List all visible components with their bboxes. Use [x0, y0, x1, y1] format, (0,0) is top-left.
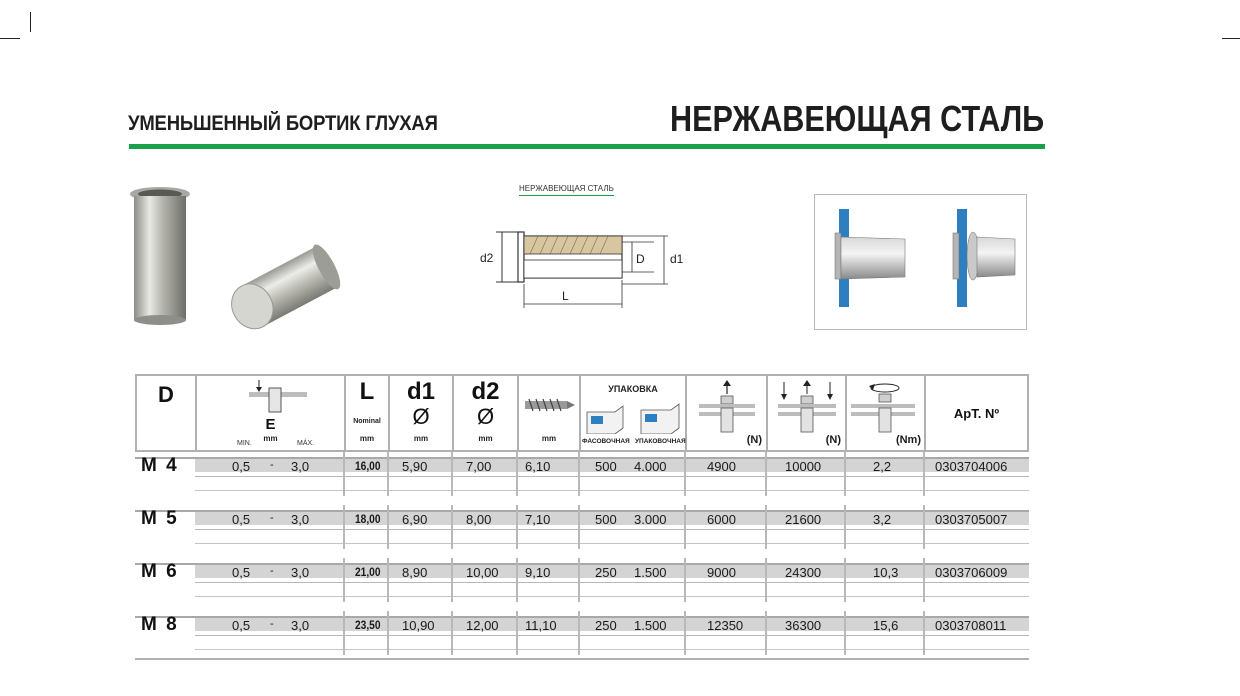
cell-l: 18,00: [355, 512, 381, 526]
row-divider: [578, 558, 580, 602]
dim-l: L: [562, 289, 569, 303]
cell-pack-b: 4.000: [634, 459, 667, 474]
row-divider: [451, 611, 453, 655]
cell-pack-b: 3.000: [634, 512, 667, 527]
row-divider: [387, 505, 389, 549]
box-icons: [585, 402, 683, 434]
col-header-thread: mm: [519, 376, 581, 450]
row-rule: [195, 490, 1029, 491]
row-divider: [387, 611, 389, 655]
cell-d1: 8,90: [402, 565, 428, 580]
cell-art: 0303708011: [935, 618, 1007, 633]
cell-e-max: 3,0: [291, 459, 310, 474]
crop-mark: [1222, 38, 1240, 39]
cell-f2: 21600: [785, 512, 822, 527]
cell-d1: 10,90: [402, 618, 435, 633]
installation-sketch: [815, 195, 1028, 331]
row-divider: [451, 452, 453, 496]
col-header-pullout: (N): [687, 376, 768, 450]
size-cell: M 8: [141, 614, 179, 635]
cell-e-max: 3,0: [291, 512, 310, 527]
row-divider: [343, 611, 345, 655]
row-divider: [343, 558, 345, 602]
cell-thread: 9,10: [525, 565, 551, 580]
col-header-shear: (N): [768, 376, 847, 450]
table-row: [135, 611, 1029, 664]
cell-pack-a: 250: [595, 565, 617, 580]
thread-icon: [525, 396, 575, 414]
row-divider: [684, 505, 686, 549]
cell-e-sep: -: [270, 618, 274, 630]
green-divider: [129, 144, 1045, 149]
row-rule: [195, 582, 1029, 583]
cell-f1: 12350: [707, 618, 744, 633]
col-header-l: L Nominal mm: [346, 376, 390, 450]
cell-d2: 7,00: [466, 459, 492, 474]
row-rule: [195, 476, 1029, 477]
row-rule: [195, 596, 1029, 597]
row-divider: [578, 452, 580, 496]
dim-d2: d2: [480, 251, 494, 265]
pack-b-label: УПАКОВОЧНАЯ: [635, 438, 686, 445]
cell-e-max: 3,0: [291, 565, 310, 580]
e-min-label: MIN.: [237, 440, 252, 447]
table-body: [135, 452, 1029, 664]
cell-f1: 4900: [707, 459, 736, 474]
col-header-e: [197, 376, 346, 450]
row-divider: [516, 452, 518, 496]
row-divider: [684, 452, 686, 496]
row-rule: [195, 635, 1029, 636]
installation-diagram: [814, 194, 1027, 330]
row-divider: [387, 452, 389, 496]
row-divider: [844, 505, 846, 549]
row-divider: [578, 611, 580, 655]
cell-pack-a: 250: [595, 618, 617, 633]
cell-e-min: 0,5: [232, 459, 251, 474]
row-divider: [684, 611, 686, 655]
col-header-art: ApT. Nº: [953, 406, 1000, 421]
col-header-d: D: [137, 376, 197, 450]
cell-f2: 36300: [785, 618, 822, 633]
cell-art: 0303705007: [935, 512, 1008, 527]
cell-e-sep: -: [270, 565, 274, 577]
row-divider: [923, 611, 925, 655]
crop-mark: [30, 12, 31, 32]
col-header-d2: d2 Ø mm: [454, 376, 519, 450]
row-divider: [765, 558, 767, 602]
row-divider: [516, 505, 518, 549]
cell-thread: 6,10: [525, 459, 551, 474]
cell-l: 23,50: [355, 618, 381, 632]
cell-l: 21,00: [355, 565, 381, 579]
size-cell: M 6: [141, 561, 179, 582]
row-divider: [451, 558, 453, 602]
cell-pack-b: 1.500: [634, 618, 667, 633]
cell-e-sep: -: [270, 459, 274, 471]
table-bottom-rule: [135, 658, 1029, 660]
row-divider: [923, 452, 925, 496]
technical-drawing: [470, 180, 700, 310]
cell-art: 0303706009: [935, 565, 1008, 580]
row-divider: [765, 452, 767, 496]
row-rule: [195, 543, 1029, 544]
cell-e-min: 0,5: [232, 512, 251, 527]
table-header: [135, 374, 1029, 452]
dim-d1: d1: [670, 252, 684, 266]
cell-e-sep: -: [270, 512, 274, 524]
cell-d2: 8,00: [466, 512, 492, 527]
spec-table: [135, 374, 1029, 664]
cell-f2: 10000: [785, 459, 822, 474]
cell-d1: 5,90: [402, 459, 428, 474]
row-divider: [343, 452, 345, 496]
row-divider: [578, 505, 580, 549]
page-subtitle: УМЕНЬШЕННЫЙ БОРТИК ГЛУХАЯ: [128, 112, 438, 135]
cell-torque: 2,2: [873, 459, 892, 474]
cell-e-min: 0,5: [232, 618, 251, 633]
shear-force-icon: [778, 380, 836, 438]
cell-pack-a: 500: [595, 512, 617, 527]
cell-torque: 3,2: [873, 512, 892, 527]
row-divider: [684, 558, 686, 602]
row-divider: [844, 452, 846, 496]
size-cell: M 5: [141, 508, 179, 529]
cell-art: 0303704006: [935, 459, 1008, 474]
e-max-label: MÁX.: [297, 440, 315, 447]
cell-d1: 6,90: [402, 512, 428, 527]
row-divider: [923, 505, 925, 549]
crop-mark: [0, 38, 20, 39]
row-divider: [765, 505, 767, 549]
pack-a-label: ФАСОВОЧНАЯ: [582, 438, 630, 445]
cell-e-max: 3,0: [291, 618, 310, 633]
cell-f1: 9000: [707, 565, 736, 580]
row-rule: [195, 529, 1029, 530]
page-title: НЕРЖАВЕЮЩАЯ СТАЛЬ: [669, 98, 1044, 139]
cell-f2: 24300: [785, 565, 822, 580]
col-header-pack: УПАКОВКА ФАСОВОЧНАЯ УПАКОВОЧНАЯ: [581, 376, 687, 450]
grip-range-icon: [249, 378, 307, 414]
cell-thread: 11,10: [525, 618, 557, 633]
col-header-d1: d1 Ø mm: [390, 376, 454, 450]
cell-pack-a: 500: [595, 459, 617, 474]
size-cell: M 4: [141, 455, 179, 476]
table-row: [135, 505, 1029, 558]
cell-thread: 7,10: [525, 512, 551, 527]
row-rule: [195, 649, 1029, 650]
row-divider: [451, 505, 453, 549]
dim-d: D: [636, 252, 645, 266]
row-divider: [516, 611, 518, 655]
row-divider: [343, 505, 345, 549]
row-divider: [923, 558, 925, 602]
cell-e-min: 0,5: [232, 565, 251, 580]
cell-torque: 15,6: [873, 618, 899, 633]
e-label: E: [265, 416, 276, 433]
row-divider: [844, 611, 846, 655]
cell-l: 16,00: [355, 459, 381, 473]
row-divider: [387, 558, 389, 602]
cell-pack-b: 1.500: [634, 565, 667, 580]
rivet-nut-photo: [128, 184, 348, 334]
cell-d2: 12,00: [466, 618, 499, 633]
torque-icon: [851, 380, 915, 438]
row-divider: [765, 611, 767, 655]
col-header-torque: (Nm): [847, 376, 926, 450]
drawing-label: НЕРЖАВЕЮЩАЯ СТАЛЬ: [519, 184, 614, 196]
cell-d2: 10,00: [466, 565, 499, 580]
e-unit: mm: [263, 434, 278, 443]
cell-torque: 10,3: [873, 565, 899, 580]
pullout-force-icon: [699, 380, 755, 438]
table-row: [135, 452, 1029, 505]
cell-f1: 6000: [707, 512, 736, 527]
table-row: [135, 558, 1029, 611]
row-divider: [844, 558, 846, 602]
row-divider: [516, 558, 518, 602]
